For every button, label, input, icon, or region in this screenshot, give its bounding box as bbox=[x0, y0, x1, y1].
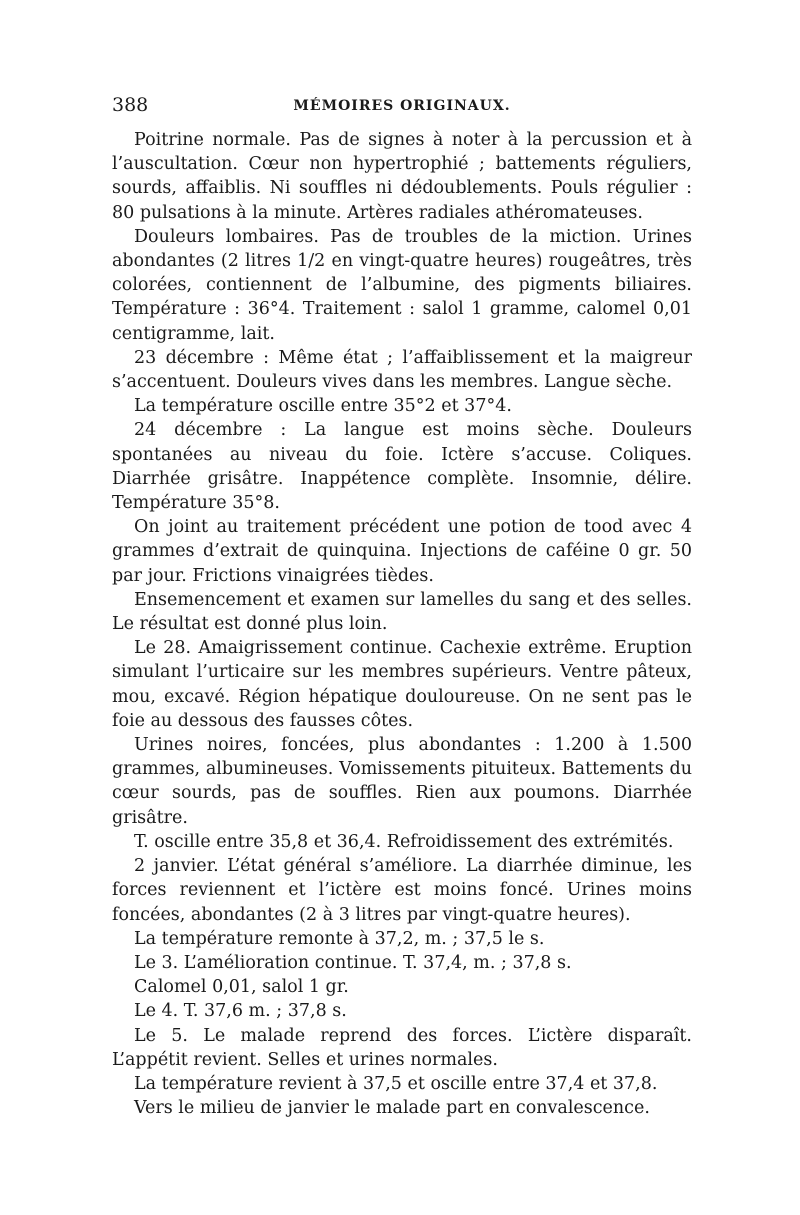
paragraph: La température oscille entre 35°2 et 37°4. bbox=[134, 396, 512, 417]
body-text bbox=[112, 128, 692, 1120]
paragraph: La température remonte à 37,2, m. ; 37,5 le s. bbox=[134, 928, 545, 949]
paragraph: 23 décembre : Même état ; l’affaiblissement et la maigreur s’accentuent. Douleurs vives dans les membres. Langue sèche. bbox=[112, 347, 692, 393]
paragraph: Poitrine normale. Pas de signes à noter à la percussion et à l’auscultation. Cœur non hypertrophié ; battements réguliers, sourds, affaiblis. Ni souffles ni dédoublements. Pouls régulier : 80 pulsations à la minute. Artères radiales athéromateuses. bbox=[112, 130, 692, 223]
paragraph: 24 décembre : La langue est moins sèche. Douleurs spontanées au niveau du foie. Ictère s’accuse. Coliques. Diarrhée grisâtre. Inappétence complète. Insomnie, délire. Température 35°8. bbox=[112, 420, 692, 514]
paragraph: Le 3. L’amélioration continue. T. 37,4, m. ; 37,8 s. bbox=[134, 952, 572, 973]
paragraph: Le 5. Le malade reprend des forces. L’ictère disparaît. L’appétit revient. Selles et urines normales. bbox=[112, 1025, 692, 1070]
paragraph: T. oscille entre 35,8 et 36,4. Refroidissement des extrémités. bbox=[134, 831, 674, 852]
paragraph: Urines noires, foncées, plus abondantes : 1.200 à 1.500 grammes, albumineuses. Vomissements pituiteux. Battements du cœur sourds, pas de souffles. Rien aux poumons. Diarrhée grisâtre. bbox=[112, 735, 692, 828]
paragraph: Vers le milieu de janvier le malade part en convalescence. bbox=[134, 1098, 650, 1119]
running-head: MÉMOIRES ORIGINAUX. bbox=[293, 98, 511, 114]
paragraph: Le 4. T. 37,6 m. ; 37,8 s. bbox=[134, 1001, 347, 1022]
paragraph: Calomel 0,01, salol 1 gr. bbox=[134, 977, 349, 998]
paragraph: La température revient à 37,5 et oscille entre 37,4 et 37,8. bbox=[134, 1073, 658, 1094]
paragraph: Ensemencement et examen sur lamelles du sang et des selles. Le résultat est donné plus loin. bbox=[112, 589, 692, 635]
paragraph: On joint au traitement précédent une potion de tood avec 4 grammes d’extrait de quinquina. Injections de caféine 0 gr. 50 par jour. Frictions vinaigrées tièdes. bbox=[112, 517, 692, 586]
paragraph: Douleurs lombaires. Pas de troubles de la miction. Urines abondantes (2 litres 1/2 en vingt-quatre heures) rougeâtres, très colorées, contiennent de l’albumine, des pigments biliaires. Température : 36°4. Traitement : salol 1 gramme, calomel 0,01 centigramme, lait. bbox=[112, 226, 692, 344]
paragraph: 2 janvier. L’état général s’améliore. La diarrhée diminue, les forces reviennent et l’ictère est moins foncé. Urines moins foncées, abondantes (2 à 3 litres par vingt-quatre heures). bbox=[112, 856, 692, 925]
page-number: 388 bbox=[112, 94, 149, 116]
page-header bbox=[112, 94, 692, 122]
paragraph: Le 28. Amaigrissement continue. Cachexie extrême. Eruption simulant l’urticaire sur les membres supérieurs. Ventre pâteux, mou, excavé. Région hépatique douloureuse. On ne sent pas le foie au dessous des fausses côtes. bbox=[112, 638, 692, 731]
